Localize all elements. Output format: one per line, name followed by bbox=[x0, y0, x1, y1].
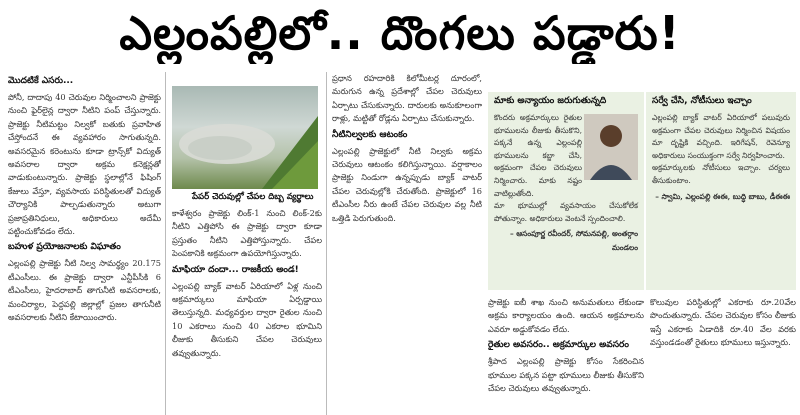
paragraph: మా భూముల్లో వ్యవసాయం చేసుకోలేక పోతున్నాం. అధికారులు వెంటనే స్పందించాలి. bbox=[494, 201, 638, 223]
paragraph: ఎల్లంపల్లి ప్రాజెక్టులో నీటి నిల్వకు అక్రమ చెరువులు ఆటంకం కలిగిస్తున్నాయి. వర్షాకాలం ప్రాజెక్టు నిండుగా ఉన్నప్పుడు బ్యాక్ వాటర్ చేపల చెరువుల్లోకి చేరుతోంది. ప్రాజెక్టులో 16 టీఎంసీల నీరు ఉంటే చేపల చెరువుల వల్ల నీటి ఒత్తిడి పెరుగుతుంది. bbox=[332, 145, 482, 223]
subheading: నీటినిల్వలకు ఆటంకం bbox=[332, 129, 408, 140]
subheading: మాఫియా దందా... రాజకీయ అండ! bbox=[172, 264, 299, 275]
paragraph: ప్రాజెక్టు ఐబీ శాఖ నుంచి అనుమతులు లేకుండా అక్రమ కార్యాలయం ఉంది. ఆయన అక్రమాలను ఎవరూ అడ్డుకోవడం లేదు. bbox=[488, 297, 644, 334]
paragraph: ప్రధాన రహదారికి కిలోమీటర్ల దూరంలో, మరుగున ఉన్న ప్రదేశాల్లో చేపల చెరువులు ఏర్పాటు చేసుకున్నారు. దారులకు అనుకూలంగా రాళ్లు, మట్టితో రోడ్లను ఏర్పాటు చేసుకున్నారు. bbox=[332, 73, 482, 124]
paragraph: కొలువుల పరిస్థితుల్లో ఎకరాకు రూ.20వేల పొందుతున్నారు. చేపల చెరువుల కోసం లీజుకు ఇస్తే ఎకరాకు ఏడాదికి రూ.40 వేల వరకు వస్తుండడంతో రైతులు భూములు ఇస్తున్నారు. bbox=[650, 297, 796, 348]
person-icon bbox=[584, 114, 638, 180]
column-2 bbox=[172, 207, 322, 415]
quote-box-farmer bbox=[488, 92, 644, 290]
paragraph: కాళేశ్వరం ప్రాజెక్టు లింక్-1 నుంచి లింక్-2కు నీటిని ఎత్తిపోసి ఈ ప్రాజెక్టు ద్వారా కూడా ప్రస్తుతం నీటిని ఎత్తిపోస్తున్నారు. చేపల పెంపకానికి అక్రమంగా ఉపయోగిస్తున్నారు. bbox=[172, 208, 322, 259]
subheading: బహుళ ప్రయోజనాలకు విఘాతం bbox=[8, 242, 121, 253]
paragraph: అక్రమార్కులకు నోటీసులు ఇచ్చాం. చర్యలు తీసుకుంటాం. bbox=[652, 163, 790, 185]
column-divider bbox=[165, 72, 166, 415]
paragraph: ఎల్లంపల్లి బ్యాక్ వాటర్ ఏరియాలో ఏళ్ల నుంచి అక్రమార్కులు మాఫియా ఏర్పడ్డాయి తెలుస్తున్నది. మధ్యవర్తుల ద్వారా రైతుల నుంచి 10 ఎకరాలు నుంచి 40 ఎకరాల భూమిని లీజుకు తీసుకుని చేపల చెరువులు తవ్వుతున్నారు. bbox=[172, 280, 322, 358]
news-photo bbox=[172, 86, 318, 189]
column-3 bbox=[332, 72, 482, 298]
photo-caption: పేపర్ చెరువుల్లో చేపల దిబ్బ వ్యర్థాలు bbox=[192, 192, 314, 202]
photo-illustration bbox=[172, 86, 318, 189]
kicker: మొదటికే ఎసరు... bbox=[8, 76, 74, 86]
box-heading: మాకు అన్యాయం జరుగుతున్నది bbox=[494, 96, 607, 106]
subheading: రైతుల అవసరం.. అక్రమార్కుల అవసరం bbox=[488, 340, 629, 351]
column-5 bbox=[650, 296, 796, 415]
byline: – స్వామి, ఎల్లంపల్లి ఈఈ, బుద్ధి బాబు, డీఈఈ bbox=[655, 191, 790, 201]
farmer-photo bbox=[584, 114, 638, 180]
paragraph: శ్రీపాద ఎల్లంపల్లి ప్రాజెక్టు కోసం సేకరించిన భూముల పక్కన పట్టా భూములు లీజుకు తీసుకొని చేపల చెరువులు తవ్వుతున్నారు. bbox=[488, 356, 644, 394]
quote-box-official bbox=[646, 92, 796, 290]
column-1 bbox=[8, 72, 161, 415]
byline: – ఆసంపూర్ణ రవీందర్, సోమనపల్లి, అంతర్గాం మండలం bbox=[510, 229, 638, 252]
column-divider bbox=[326, 72, 327, 415]
headline: ఎల్లంపల్లిలో.. దొంగలు పడ్డారు! bbox=[119, 6, 681, 60]
paragraph: పోనీ, దాదాపు 40 చెరువుల నిర్మించాలని ప్రాజెక్టు నుంచి ఫైర్‌లైన్ల ద్వారా నీటిని పంప్ చేస్తున్నారు. ప్రాజెక్టు నీటిమట్టం నిల్వకో బతుకు ప్రవాహిత చేస్తోందనే ఈ వ్యవహారం సాగుతున్నది. అవసరమైన కరెంటును కూడా ట్రాన్స్‌కో విద్యుత్ అవసరాల ద్వారా అక్రమ కనెక్షన్లతో వాడుకుంటున్నారు. ప్రాజెక్టు స్థలాల్లోనే ఫిషింగ్ కేజులు వేస్తూ, వ్యవసాయ పరిస్థితులతో విద్యుత్ చౌర్యానికి పాల్పడుతున్నారు అటుగా ప్రజాప్రతినిధులు, అధికారులు అదేమీ పట్టించుకోవడం లేదు. bbox=[8, 92, 161, 237]
box-heading: సర్వే చేసి, నోటీసులు ఇచ్చాం bbox=[652, 96, 752, 106]
paragraph: ఎల్లంపల్లి ప్రాజెక్టు నీటి నిల్వ సామర్థ్యం 20.175 టీఎంసీలు. ఈ ప్రాజెక్టు ద్వారా ఎన్టీపీసీకి 6 టీఎంసీలు, హైదరాబాద్ తాగునీటి అవసరాలకు, మంచిర్యాల, పెద్దపల్లి జిల్లాల్లో ప్రజల తాగునీటి అవసరాలకు నీటిని కేటాయించారు. bbox=[8, 258, 161, 323]
column-4 bbox=[488, 296, 644, 415]
paragraph: ఎల్లంపల్లి బ్యాక్ వాటర్ ఏరియాలో పలువురు అక్రమంగా చేపల చెరువులు నిర్మించిన విషయం మా దృష్టికి వచ్చింది. ఇరిగేషన్, రెవెన్యూ అధికారులు సంయుక్తంగా సర్వే నిర్వహించారు. bbox=[652, 113, 790, 160]
paragraph: కొందరు అక్రమార్కులు రైతుల భూములను లీజుకు తీసుకొని, పక్కనే ఉన్న ఎల్లంపల్లి భూములను కబ్జా చేసి, అక్రమంగా చేపల చెరువులు నిర్మించారు. మాకు నష్టం వాటిల్లుతోంది. bbox=[494, 113, 582, 198]
